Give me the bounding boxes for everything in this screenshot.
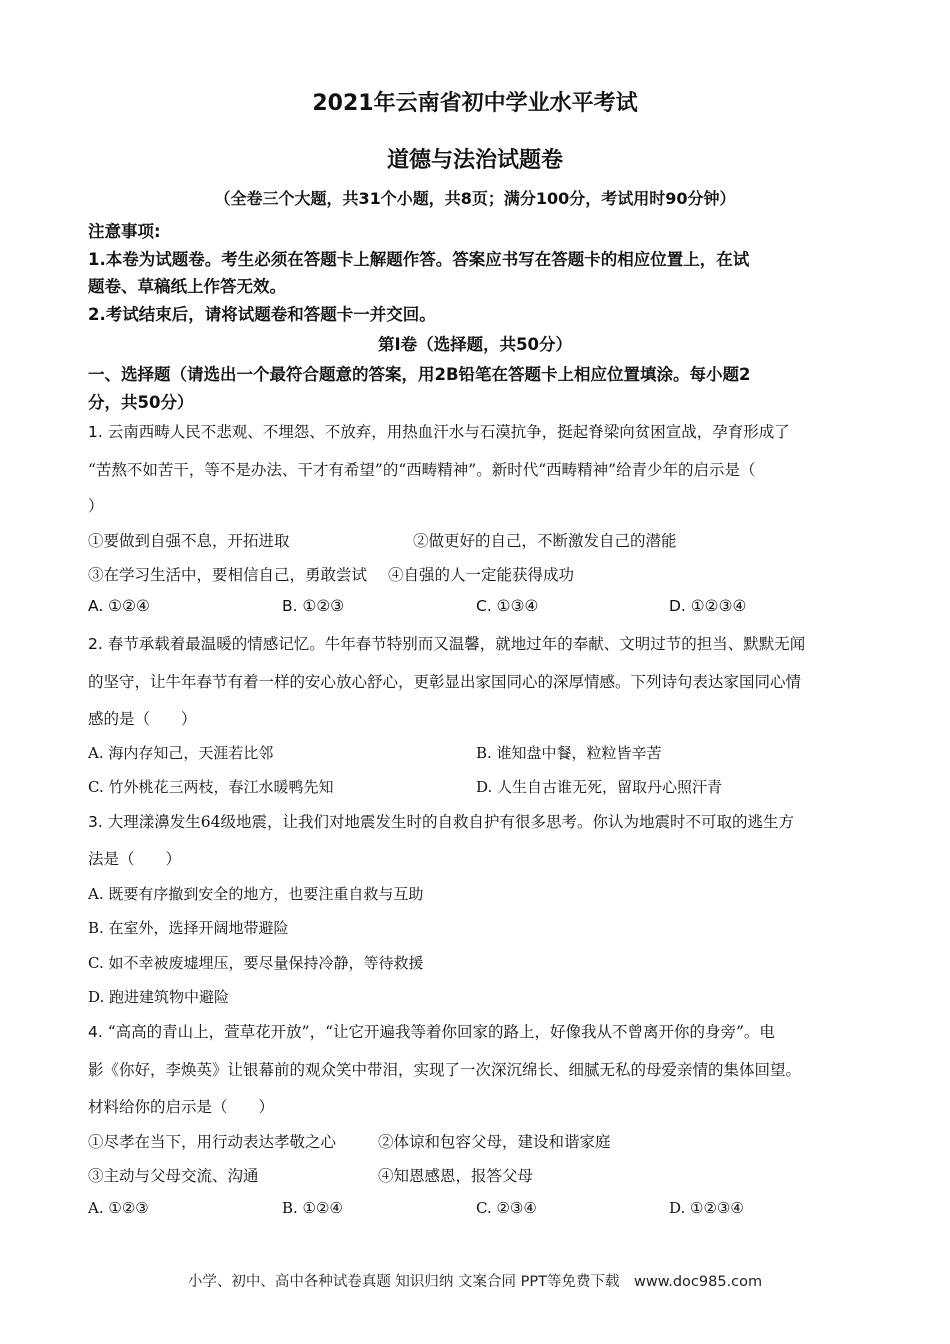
exam-info: （全卷三个大题，共31个小题，共8页；满分100分，考试用时90分钟） [214, 189, 736, 208]
question-2-line-1 [88, 632, 805, 654]
question-1-statement-3: ③在学习生活中，要相信自己，勇敢尝试 [88, 566, 368, 584]
question-4-statement-4: ④知恩感恩，报答父母 [378, 1167, 534, 1185]
question-1-line-3: ） [88, 497, 104, 515]
question-1-line-1 [88, 420, 790, 442]
question-2-option-a: A. 海内存知己，天涯若比邻 [88, 744, 274, 762]
question-2-option-b: B. 谁知盘中餐，粒粒皆辛苦 [476, 744, 662, 762]
question-1-line-2: “苦熬不如苦干，等不是办法、干才有希望”的“西畴精神”。新时代“西畴精神”给青少年的启示是（ [88, 461, 756, 479]
question-4-text-1: “高高的青山上，萱草花开放”，“让它开遍我等着你回家的路上，好像我从不曾离开你的身旁”。电 [107, 1023, 775, 1041]
question-3-option-a: A. 既要有序撤到安全的地方，也要注重自救与互助 [88, 885, 424, 903]
question-3-text-1: 大理漾濞发生64级地震，让我们对地震发生时的自救自护有很多思考。你认为地震时不可取的逃生方 [107, 813, 794, 831]
question-2-line-3: 感的是（ ） [88, 710, 197, 728]
question-3-option-d: D. 跑进建筑物中避险 [88, 988, 230, 1006]
question-3-option-b: B. 在室外，选择开阔地带避险 [88, 919, 289, 937]
question-4-option-d: D. ①②③④ [669, 1199, 744, 1217]
question-1-statement-1: ①要做到自强不息，开拓进取 [88, 532, 290, 550]
exam-subject: 道德与法治试题卷 [386, 148, 563, 173]
question-1-option-b: B. ①②③ [282, 597, 345, 615]
question-1-option-d: D. ①②③④ [669, 597, 747, 615]
question-2-text-1: 春节承载着最温暖的情感记忆。牛年春节特别而又温馨，就地过年的奉献、文明过节的担当、默默无闻 [107, 635, 806, 653]
question-3-option-c: C. 如不幸被废墟埋压，要尽量保持冷静，等待救援 [88, 954, 424, 972]
question-4-statement-1: ①尽孝在当下，用行动表达孝敬之心 [88, 1133, 337, 1151]
question-1-text-1: 云南西畴人民不悲观、不埋怨、不放弃，用热血汗水与石漠抗争，挺起脊梁向贫困宣战，孕育形成了 [107, 423, 790, 441]
part-instructions-line-2: 分，共50分） [88, 393, 194, 412]
question-2-line-2: 的坚守，让牛年春节有着一样的安心放心舒心，更彰显出家国同心的深厚情感。下列诗句表达家国同心情 [88, 673, 802, 691]
question-4-line-1 [88, 1020, 775, 1042]
question-1-option-a: A. ①②④ [88, 597, 150, 615]
question-3-number: 3. [88, 813, 103, 831]
question-4-option-b: B. ①②④ [282, 1199, 343, 1217]
question-1-number: 1. [88, 423, 103, 441]
question-4-option-a: A. ①②③ [88, 1199, 149, 1217]
question-4-number: 4. [88, 1023, 103, 1041]
question-2-option-c: C. 竹外桃花三两枝，春江水暖鸭先知 [88, 778, 334, 796]
note-1-line-1: 1.本卷为试题卷。考生必须在答题卡上解题作答。答案应书写在答题卡的相应位置上，在试 [88, 250, 750, 269]
question-1-option-c: C. ①③④ [476, 597, 539, 615]
question-4-line-2: 影《你好，李焕英》让银幕前的观众笑中带泪，实现了一次深沉绵长、细腻无私的母爱亲情的集体回望。 [88, 1061, 802, 1079]
question-4-statement-3: ③主动与父母交流、沟通 [88, 1167, 259, 1185]
part-instructions-line-1: 一、选择题（请选出一个最符合题意的答案，用2B铅笔在答题卡上相应位置填涂。每小题2 [88, 365, 751, 384]
question-3-line-2: 法是（ ） [88, 850, 182, 868]
question-1-statement-4: ④自强的人一定能获得成功 [388, 566, 575, 584]
note-2: 2.考试结束后，请将试题卷和答题卡一并交回。 [88, 305, 436, 324]
question-4-option-c: C. ②③④ [476, 1199, 537, 1217]
notes-heading: 注意事项: [88, 222, 161, 241]
section-title: 第Ⅰ卷（选择题，共50分） [377, 335, 573, 354]
note-1-line-2: 题卷、草稿纸上作答无效。 [88, 277, 286, 296]
page-footer: 小学、初中、高中各种试卷真题 知识归纳 文案合同 PPT等免费下载 www.doc985.com [187, 1274, 763, 1290]
exam-title: 2021年云南省初中学业水平考试 [312, 91, 638, 116]
question-2-option-d: D. 人生自古谁无死，留取丹心照汗青 [476, 778, 723, 796]
question-4-statement-2: ②体谅和包容父母，建设和谐家庭 [378, 1133, 611, 1151]
question-4-line-3: 材料给你的启示是（ ） [88, 1098, 275, 1116]
question-3-line-1 [88, 810, 794, 832]
question-1-statement-2: ②做更好的自己，不断激发自己的潜能 [413, 532, 677, 550]
question-2-number: 2. [88, 635, 103, 653]
